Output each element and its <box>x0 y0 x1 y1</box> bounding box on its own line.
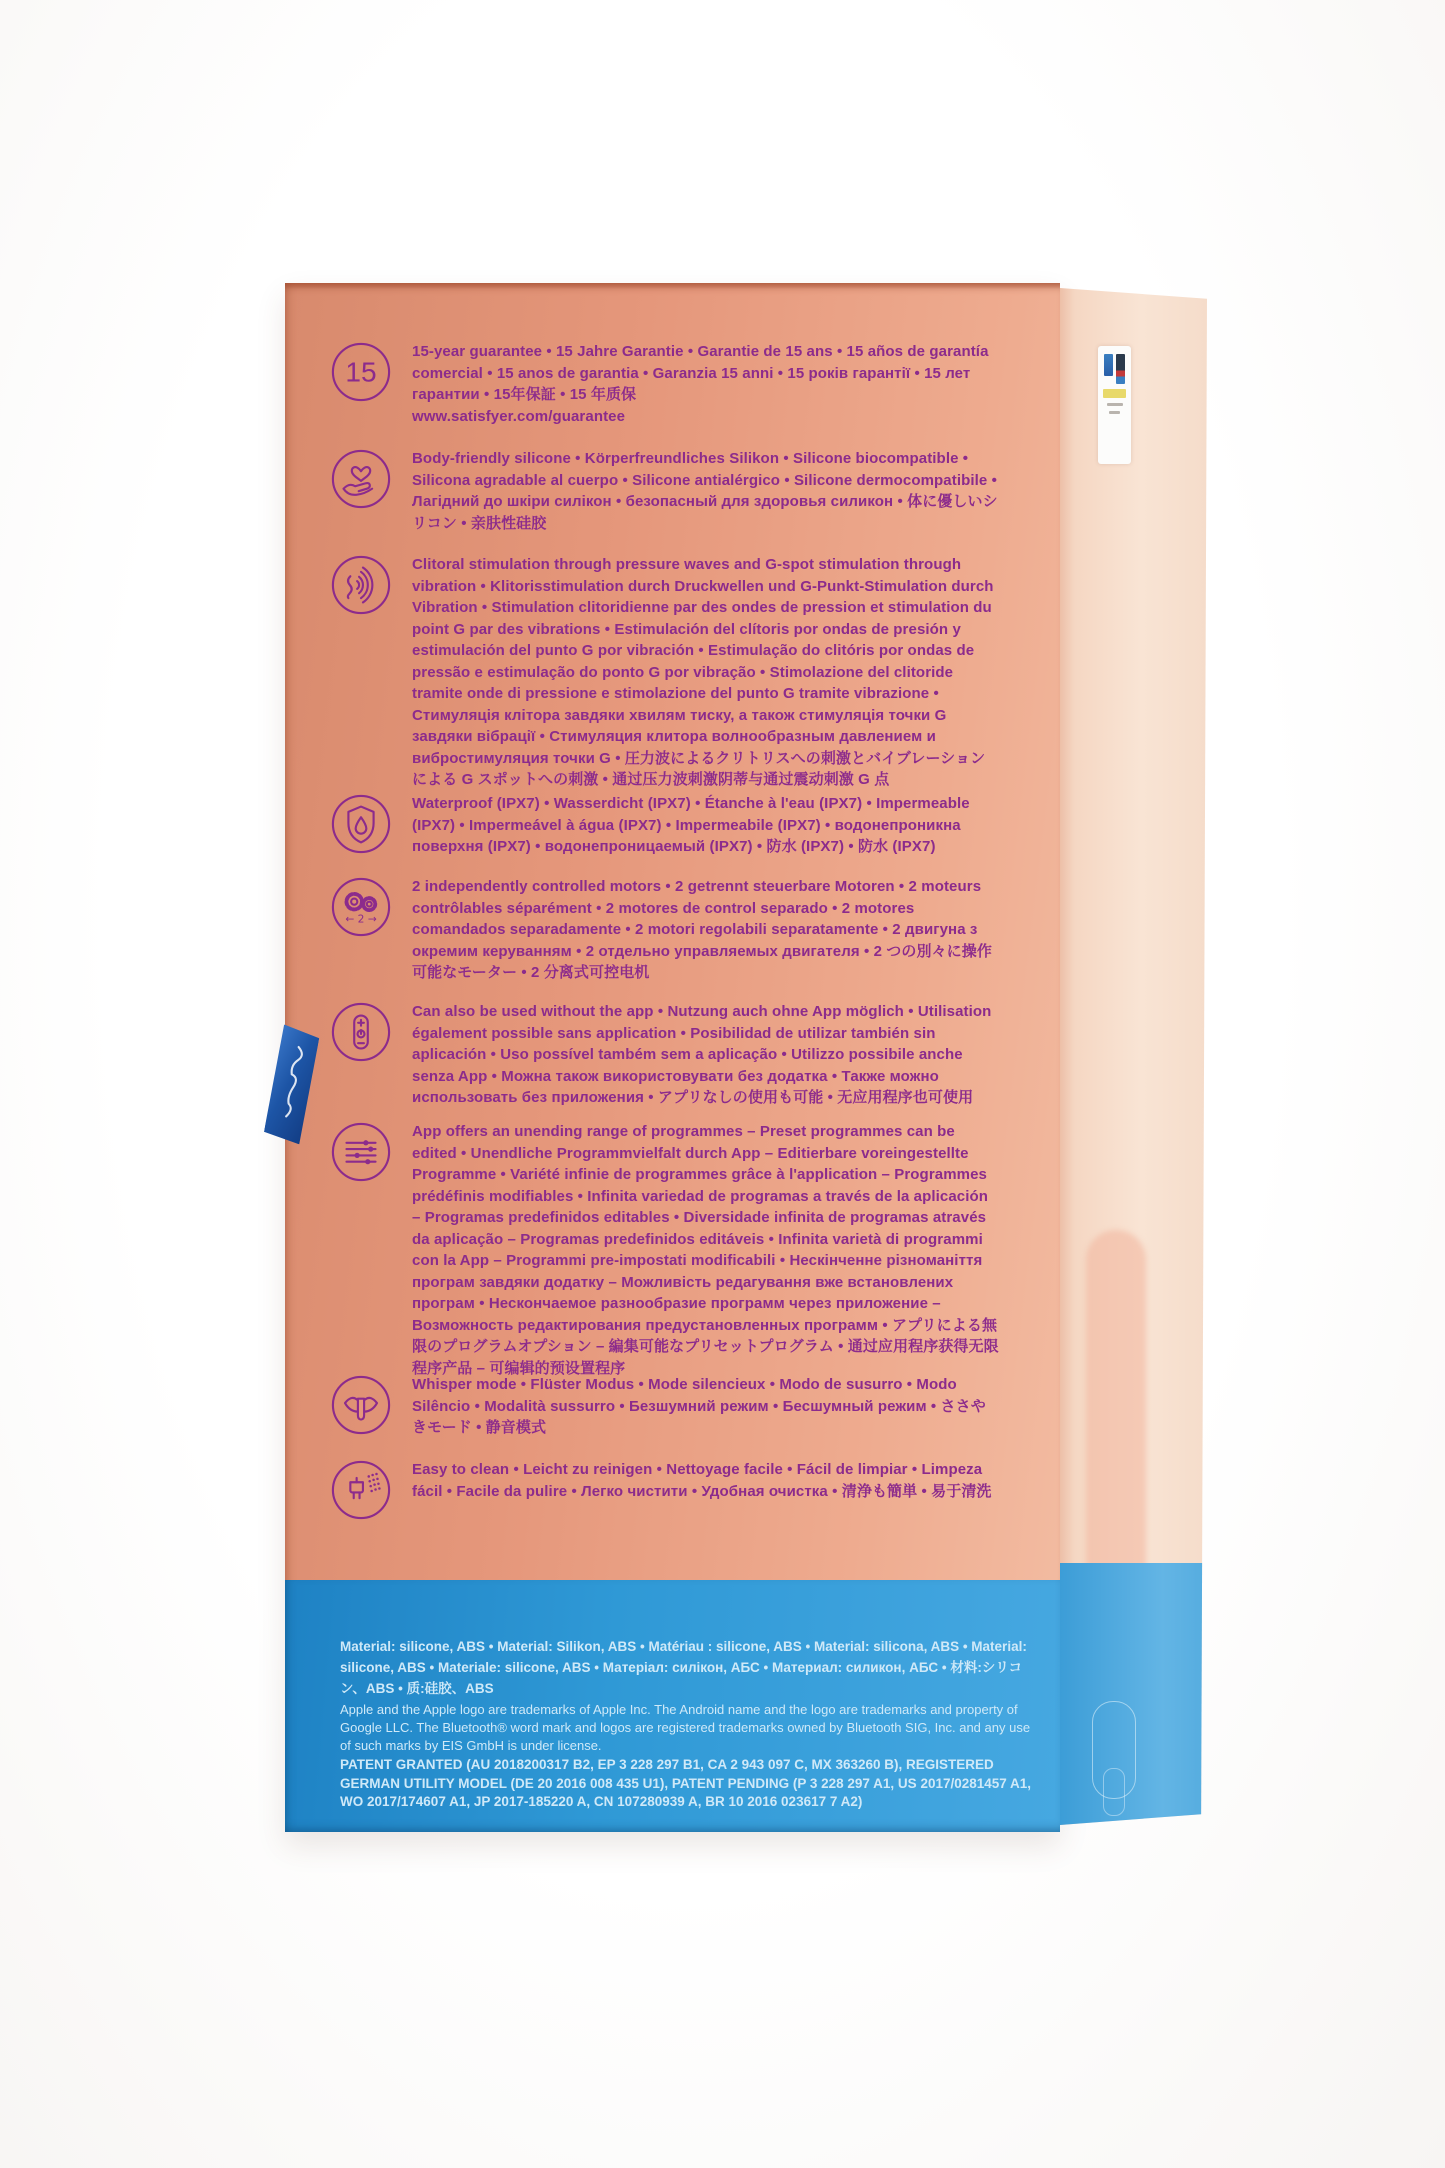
award-logo-icon <box>1104 354 1113 376</box>
box-back-panel <box>285 283 1060 1832</box>
feature-text: 15-year guarantee • 15 Jahre Garantie • Garantie de 15 ans • 15 años de garantía comercial • 15 anos de garantia • Garanzia 15 anni • 15 років гарантії • 15 лет гарантии • 15年保証 • 15 年质保 <box>412 343 989 403</box>
guarantee-15-number: 15 <box>345 356 377 388</box>
patents-text: PATENT GRANTED (AU 2018200317 B2, EP 3 228 297 B1, CA 2 943 097 C, MX 363260 B), REGISTERED GERMAN UTILITY MODEL (DE 20 2016 008 435 U1), PATENT PENDING (P 3 228 297 A1, US 2017/0281457 A1, WO 2017/174607 A1, JP 2017-185220 A, CN 107280939 A, BR 10 2016 023617 7 A2) <box>340 1757 1032 1809</box>
award-logo-icon <box>1116 354 1125 384</box>
feature-guarantee <box>330 341 1052 427</box>
feature-text: Easy to clean • Leicht zu reinigen • Nettoyage facile • Fácil de limpiar • Limpeza fácil • Facile da pulire • Легко чистити • Удобная очистка • 清浄も簡単 • 易于清洗 <box>412 1461 992 1500</box>
feature-easy-clean <box>330 1459 1052 1521</box>
guarantee-url: www.satisfyer.com/guarantee <box>412 407 626 425</box>
feature-app-programmes <box>330 1121 1052 1379</box>
guarantee-15-icon <box>330 341 392 403</box>
sticker-fine-print <box>1107 403 1123 406</box>
award-logos <box>1104 354 1125 384</box>
sticker-fine-print <box>1109 411 1120 414</box>
pressure-wave-icon <box>330 554 392 616</box>
feature-dual-motors <box>330 876 1052 984</box>
feature-waterproof <box>330 793 1052 858</box>
side-legal-band <box>1060 1563 1207 1825</box>
material-text: Material: silicone, ABS • Material: Silikon, ABS • Matériau : silicone, ABS • Material: silicona, ABS • Material: silicone, ABS • Materiale: silicone, ABS • Матеріал: силікон, АБС • Материал: силикон, АБС • 材料:シリコン、ABS • 质:硅胶、ABS <box>340 1639 1027 1696</box>
feature-guarantee-text <box>412 341 1000 427</box>
product-line-drawing <box>1092 1701 1136 1799</box>
feature-body-friendly <box>330 448 1052 534</box>
legal-band <box>285 1580 1060 1832</box>
app-sliders-icon <box>330 1121 392 1183</box>
box-side-panel <box>1060 288 1207 1825</box>
feature-text: Body-friendly silicone • Körperfreundliches Silikon • Silicone biocompatible • Silicona agradable al cuerpo • Silicone antialérgico • Silicone dermocompatibile • Лагідний до шкіри силікон • безопасный для здоровья силикон • 体に優しいシリコン • 亲肤性硅胶 <box>412 450 998 532</box>
device-controls-icon <box>330 1001 392 1063</box>
feature-no-app-needed <box>330 1001 1052 1109</box>
dual-motors-icon <box>330 876 392 938</box>
feature-whisper-mode <box>330 1374 1052 1439</box>
feature-text: Clitoral stimulation through pressure waves and G-spot stimulation through vibration • Klitorisstimulation durch Druckwellen und G-Punkt-Stimulation durch Vibration • Stimulation clitoridienne par des ondes de pression et stimulation du point G par des vibrations • Estimulación del clítoris por ondas de presión y estimulación del punto G por vibración • Estimulação do clitóris por ondas de pressão e estimulação do ponto G por vibração • Stimolazione del clitoride tramite onde di pressione e stimolazione del punto G tramite vibrazione • Стимуляція клітора завдяки хвилям тиску, а також стимуляція точки G завдяки вібрації • Стимуляция клитора волнообразным давлением и вибростимуляция точки G • 圧力波によるクリトリスへの刺激とバイブレーションによる G スポットへの刺激 • 通过压力波刺激阴蒂与通过震动刺激 G 点 <box>412 556 994 788</box>
dual-motors-label: ← 2 → <box>345 912 377 926</box>
product-silhouette <box>1086 1230 1146 1602</box>
product-box <box>285 283 1207 1832</box>
waterproof-shield-icon <box>330 793 392 855</box>
feature-text: 2 independently controlled motors • 2 getrennt steuerbare Motoren • 2 moteurs contrôlables séparément • 2 motores de control separado • 2 motores comandados separadamente • 2 motori regolabili separatamente • 2 двигуна з окремим керуванням • 2 отдельно управляемых двигателя • 2 つの別々に操作可能なモーター • 2 分离式可控电机 <box>412 878 992 981</box>
easy-clean-shower-icon <box>330 1459 392 1521</box>
feature-text: Can also be used without the app • Nutzung auch ohne App möglich • Utilisation également possible sans application • Posibilidad de utilizar también sin aplicación • Uso possível também sem a aplicação • Utilizzo possibile anche senza App • Можна також використовувати без додатка • Также можно использовать без приложения • アプリなしの使用も可能 • 无应用程序也可使用 <box>412 1003 992 1106</box>
feature-text: App offers an unending range of programmes – Preset programmes can be edited • Unendliche Programmvielfalt durch App – Editierbare voreingestellte Programme • Variété infinie de programmes grâce à l'application – Programmes prédéfinis modifiables • Infinita variedad de programas a través de la aplicación – Programas predefinidos editables • Diversidade infinita de programas através da aplicação – Programas predefinidos editáveis • Infinita varietà di programmi con la App – Programmi pre-impostati modificabili • Нескінченне різноманіття програм завдяки додатку – Можливість редагування вже встановлених програм • Нескончаемое разнообразие программ через приложение – Возможность редактирования предустановленных программ • アプリによる無限のプログラムオプション – 編集可能なプリセットプログラム • 通过应用程序获得无限程序产品 – 可编辑的预设置程序 <box>412 1123 999 1377</box>
trademarks-text: Apple and the Apple logo are trademarks of Apple Inc. The Android name and the logo are trademarks and property of Google LLC. The Bluetooth® word mark and logos are registered trademarks owned by Bluetooth SIG, Inc. and any use of such marks by EIS GmbH is under license. <box>340 1702 1031 1753</box>
award-sticker <box>1098 346 1131 464</box>
feature-text: Whisper mode • Flüster Modus • Mode silencieux • Modo de susurro • Modo Silêncio • Modalità sussurro • Безшумний режим • Бесшумный режим • ささやきモード • 静音模式 <box>412 1376 986 1436</box>
winner-strip <box>1103 389 1126 398</box>
whisper-mode-icon <box>330 1374 392 1436</box>
heart-hand-icon <box>330 448 392 510</box>
feature-text: Waterproof (IPX7) • Wasserdicht (IPX7) • Étanche à l'eau (IPX7) • Impermeable (IPX7) • Impermeável à água (IPX7) • Impermeabile (IPX7) • водонепроникна поверхня (IPX7) • водонепроницаемый (IPX7) • 防水 (IPX7) • 防水 (IPX7) <box>412 795 970 855</box>
feature-stimulation <box>330 554 1052 791</box>
